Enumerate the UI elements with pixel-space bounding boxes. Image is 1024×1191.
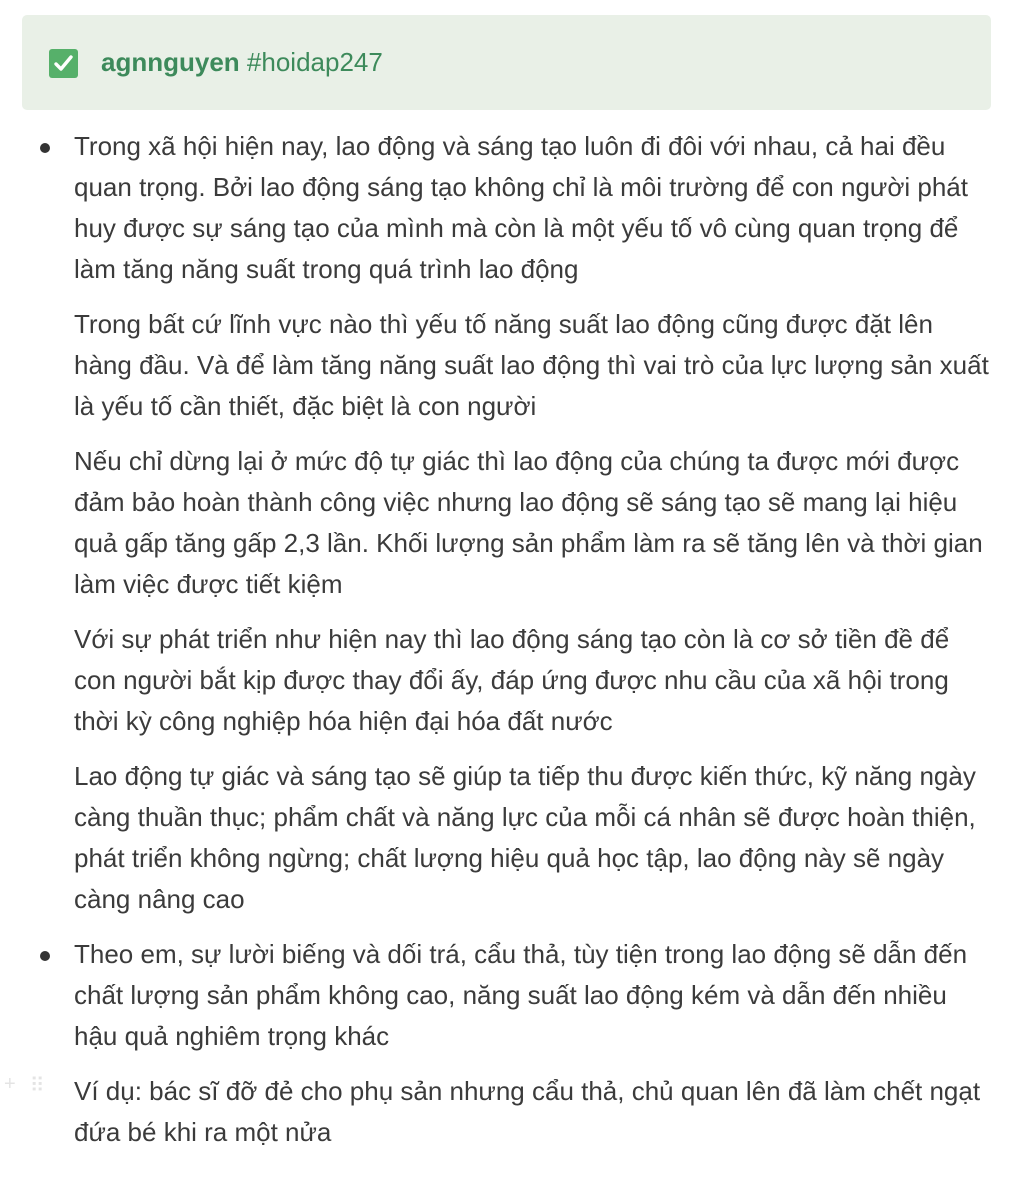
paragraph: Với sự phát triển như hiện nay thì lao động sáng tạo còn là cơ sở tiền đề để con người bắt kịp được thay đổi ấy, đáp ứng được nhu cầu của xã hội trong thời kỳ công nghiệp hóa hiện đại hóa đất nước <box>74 624 950 736</box>
bullet-item <box>0 126 1024 920</box>
answer-header-callout <box>22 15 991 110</box>
callout-text <box>101 44 383 80</box>
bullet-dot-icon <box>40 143 50 153</box>
hashtag[interactable]: #hoidap247 <box>246 47 383 77</box>
drag-handle-icon[interactable]: ⠿ <box>29 1075 45 1097</box>
bullet-item <box>0 934 1024 1153</box>
answer-content <box>0 126 1024 1167</box>
bullet-dot-icon <box>40 951 50 961</box>
block-handle[interactable] <box>4 1073 44 1098</box>
paragraph: Trong xã hội hiện nay, lao động và sáng tạo luôn đi đôi với nhau, cả hai đều quan trọng. Bởi lao động sáng tạo không chỉ là môi trường để con người phát huy được sự sáng tạo của mình mà còn là một yếu tố vô cùng quan trọng để làm tăng năng suất trong quá trình lao động <box>74 131 968 284</box>
checkbox-checked-icon <box>49 49 78 78</box>
paragraph: Theo em, sự lười biếng và dối trá, cẩu thả, tùy tiện trong lao động sẽ dẫn đến chất lượng sản phẩm không cao, năng suất lao động kém và dẫn đến nhiều hậu quả nghiêm trọng khác <box>74 939 968 1051</box>
paragraph: Ví dụ: bác sĩ đỡ đẻ cho phụ sản nhưng cẩu thả, chủ quan lên đã làm chết ngạt đứa bé khi ra một nửa <box>74 1076 981 1147</box>
checkmark-icon <box>53 53 74 74</box>
paragraph: Lao động tự giác và sáng tạo sẽ giúp ta tiếp thu được kiến thức, kỹ năng ngày càng thuần thục; phẩm chất và năng lực của mỗi cá nhân sẽ được hoàn thiện, phát triển không ngừng; chất lượng hiệu quả học tập, lao động này sẽ ngày càng nâng cao <box>74 761 976 914</box>
username[interactable]: agnnguyen <box>101 47 240 77</box>
paragraph: Nếu chỉ dừng lại ở mức độ tự giác thì lao động của chúng ta được mới được đảm bảo hoàn thành công việc nhưng lao động sẽ sáng tạo sẽ mang lại hiệu quả gấp tăng gấp 2,3 lần. Khối lượng sản phẩm làm ra sẽ tăng lên và thời gian làm việc được tiết kiệm <box>74 446 983 599</box>
paragraph: Trong bất cứ lĩnh vực nào thì yếu tố năng suất lao động cũng được đặt lên hàng đầu. Và để làm tăng năng suất lao động thì vai trò của lực lượng sản xuất là yếu tố cần thiết, đặc biệt là con người <box>74 309 989 421</box>
add-block-icon[interactable]: + <box>4 1073 16 1095</box>
